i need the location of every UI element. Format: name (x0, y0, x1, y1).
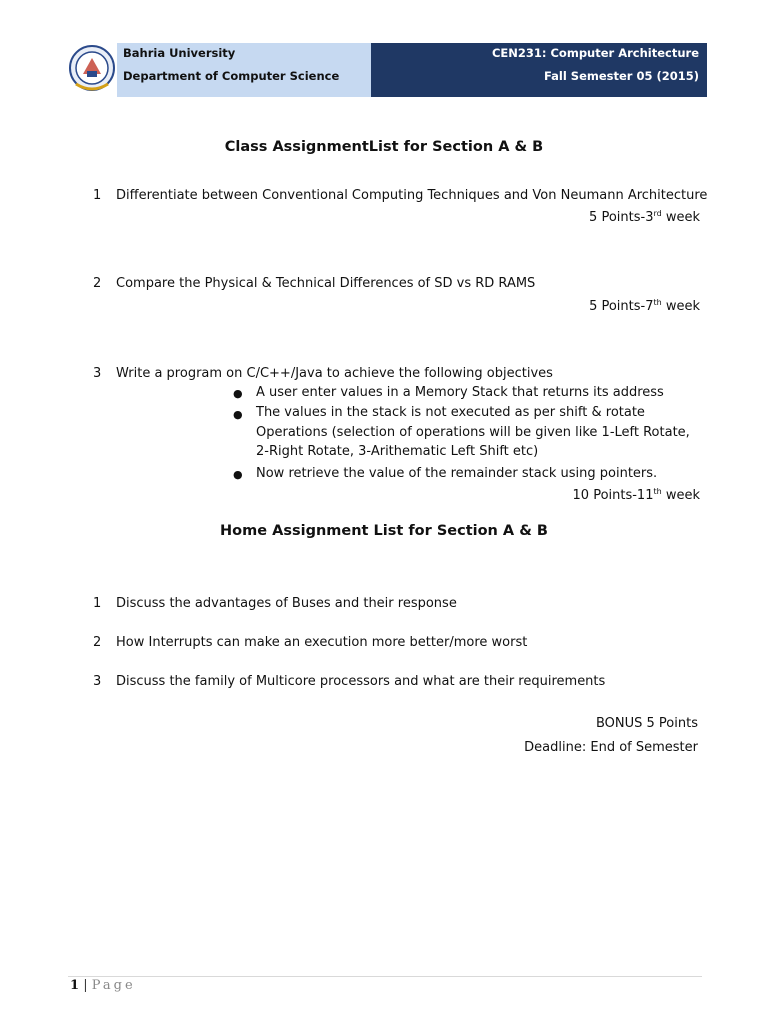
footer-separator: | (83, 978, 88, 993)
class-item-points: 5 Points-3rd week (589, 209, 700, 225)
deadline-label: Deadline: End of Semester (524, 740, 698, 755)
home-item-number: 3 (93, 674, 102, 689)
home-assignment-title: Home Assignment List for Section A & B (220, 523, 548, 539)
objective-line: Now retrieve the value of the remainder stack using pointers. (256, 466, 658, 481)
header-left-panel (117, 43, 371, 97)
home-item-number: 1 (93, 596, 102, 611)
bonus-label: BONUS 5 Points (595, 716, 698, 731)
page-footer (70, 978, 136, 993)
objective-line: 2-Right Rotate, 3-Arithematic Left Shift etc) (256, 444, 539, 459)
bullet-icon: ● (233, 468, 243, 481)
home-item-number: 2 (93, 635, 102, 650)
class-item-points: 5 Points-7th week (589, 298, 700, 314)
objective-line: Operations (selection of operations will be given like 1-Left Rotate, (256, 425, 690, 440)
header-right-panel (371, 43, 707, 97)
class-item-text: Differentiate between Conventional Computing Techniques and Von Neumann Architecture (116, 188, 708, 203)
bullet-icon: ● (233, 387, 243, 400)
class-item-points: 10 Points-11th week (572, 487, 700, 503)
objective-line: A user enter values in a Memory Stack that returns its address (256, 385, 664, 400)
home-item-text: Discuss the family of Multicore processors and what are their requirements (116, 674, 606, 689)
class-item-text: Compare the Physical & Technical Differences of SD vs RD RAMS (116, 276, 536, 291)
footer-divider (68, 976, 702, 977)
class-item-number: 3 (93, 366, 102, 381)
objective-line: The values in the stack is not executed as per shift & rotate (256, 405, 645, 420)
course-title: CEN231: Computer Architecture (491, 46, 699, 60)
bullet-icon: ● (233, 408, 243, 421)
class-assignment-title: Class AssignmentList for Section A & B (224, 139, 544, 155)
page-number: 1 (70, 978, 80, 993)
class-item-number: 1 (93, 188, 102, 203)
class-item-number: 2 (93, 276, 102, 291)
university-seal-icon (68, 44, 116, 94)
semester-label: Fall Semester 05 (2015) (543, 69, 699, 83)
home-item-text: Discuss the advantages of Buses and their response (116, 596, 457, 611)
department-name: Department of Computer Science (123, 69, 340, 83)
class-item-text: Write a program on C/C++/Java to achieve the following objectives (116, 366, 553, 381)
page-word: Page (91, 978, 136, 993)
home-item-text: How Interrupts can make an execution more better/more worst (116, 635, 528, 650)
university-name: Bahria University (123, 46, 236, 60)
